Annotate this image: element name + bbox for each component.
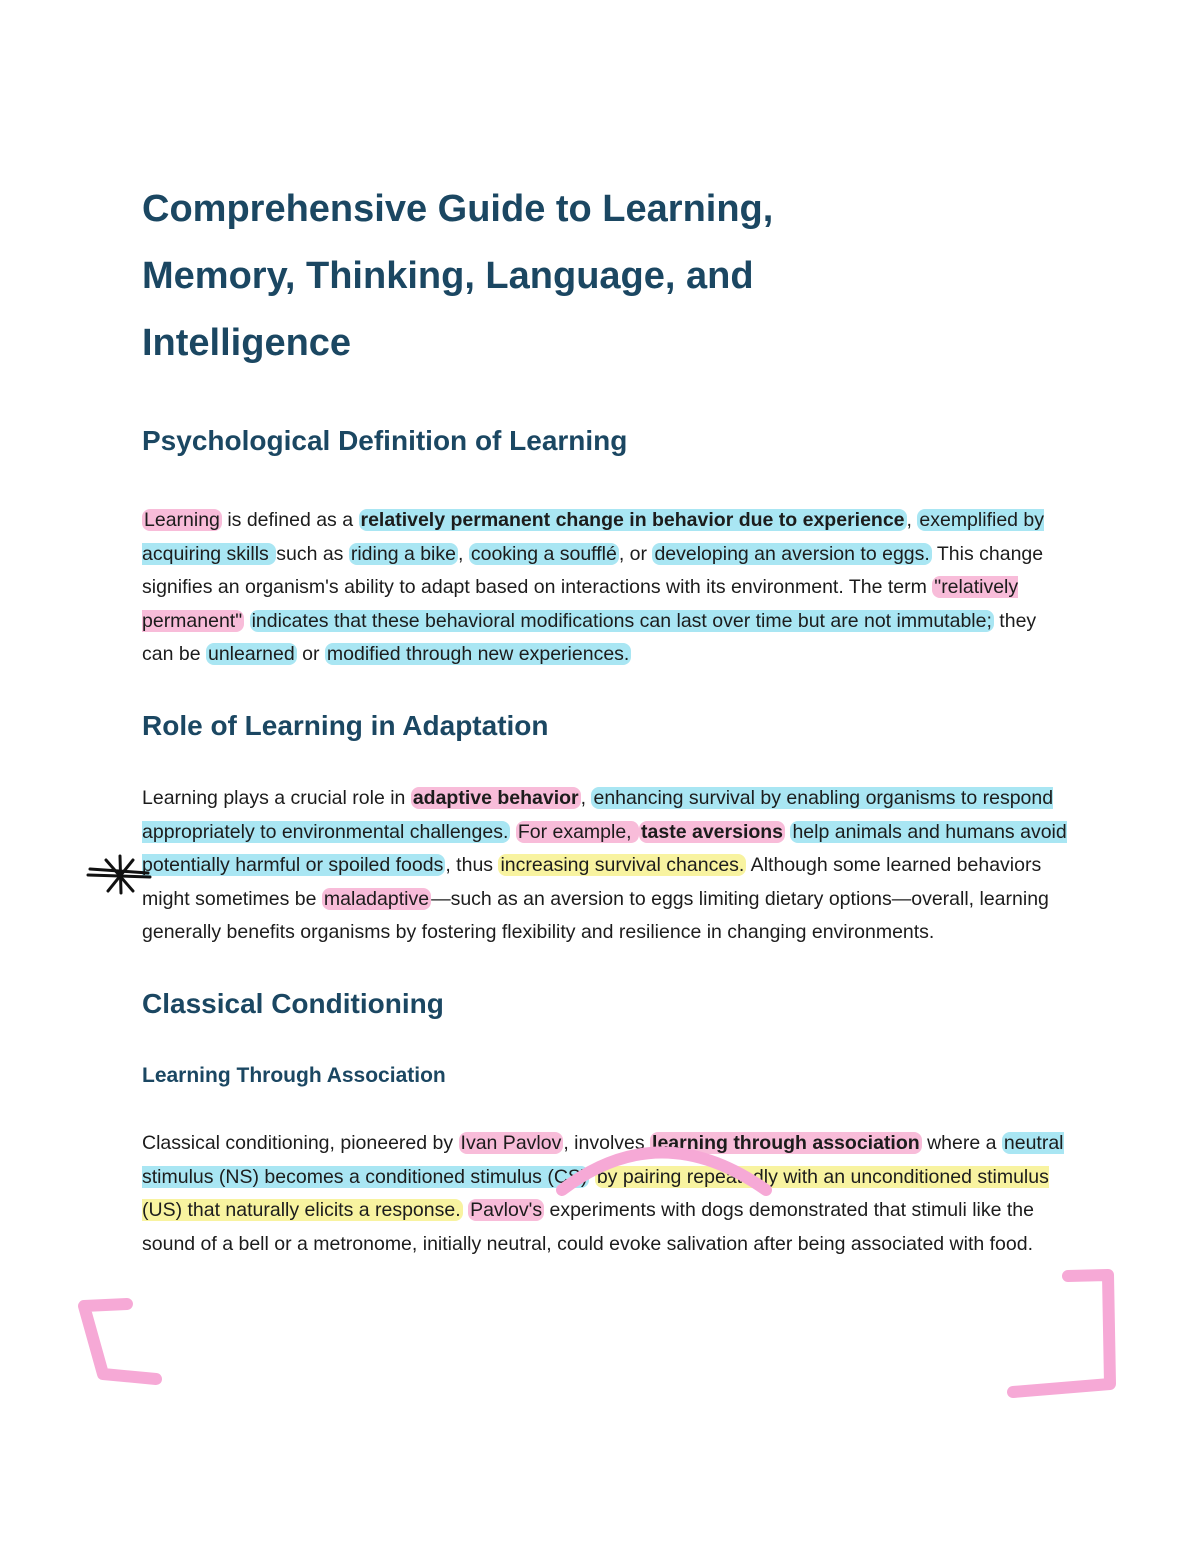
paragraph-adaptation <box>142 782 1072 950</box>
pink-right-bracket-icon <box>1013 1275 1110 1392</box>
paragraph-classical <box>142 1127 1072 1261</box>
paragraph-definition <box>142 504 1072 672</box>
highlight: enhancing survival by enabling organisms to respond appropriately to environmental challenges. <box>142 786 1054 843</box>
text: is defined as a <box>221 509 359 531</box>
highlight <box>411 787 581 809</box>
bold-text: learning through association <box>652 1131 920 1154</box>
text: , thus <box>445 854 499 877</box>
text: where a <box>921 1131 1002 1154</box>
heading-classical: Classical Conditioning <box>142 987 444 1019</box>
heading-definition: Psychological Definition of Learning <box>142 425 628 456</box>
document-title: Comprehensive Guide to Learning, Memory, Thinking, Language, and Intelligence <box>142 188 774 364</box>
pink-left-bracket-icon <box>84 1304 156 1379</box>
highlight: exemplified by acquiring skills <box>142 509 1045 565</box>
highlight: For example, <box>517 820 638 843</box>
highlight <box>639 821 785 843</box>
highlight: Pavlov's <box>470 1199 543 1222</box>
highlight: neutral stimulus (NS) becomes a conditioned stimulus (CS) <box>142 1131 1064 1188</box>
bold-text: relatively permanent change in behavior due to experience <box>360 509 905 531</box>
highlight: modified through new experiences. <box>326 643 630 666</box>
text: experiments with dogs demonstrated that stimuli like the sound of a bell or a metronome, initially neutral, could evoke salivation after being associated with food. <box>142 1199 1034 1255</box>
highlight: Ivan Pavlov <box>460 1131 562 1154</box>
highlight: unlearned <box>207 643 295 666</box>
highlight: developing an aversion to eggs. <box>654 542 930 565</box>
text: , or <box>618 542 653 565</box>
text: , <box>580 786 592 809</box>
text <box>510 821 515 843</box>
bold-text: adaptive behavior <box>412 786 579 809</box>
text: This change signifies an organism's ability to adapt based on interactions with its environment. The term <box>142 542 1044 599</box>
highlight: "relatively permanent" <box>142 576 1019 632</box>
text: or <box>296 643 325 666</box>
text: , <box>458 542 469 565</box>
text: Although some learned behaviors might sometimes be <box>142 854 1042 910</box>
highlight: maladaptive <box>323 887 430 910</box>
text: —such as an aversion to eggs limiting dietary options—overall, learning generally benefits organisms by fostering flexibility and resilience in changing environments. <box>142 887 1049 944</box>
text <box>244 610 249 632</box>
highlight: riding a bike <box>350 542 456 565</box>
highlight: by pairing repeatedly with an unconditioned stimulus (US) that naturally elicits a response. <box>142 1165 1049 1222</box>
text: such as <box>276 542 349 565</box>
bold-text: taste aversions <box>641 820 784 843</box>
highlight <box>359 509 907 531</box>
highlight <box>650 1132 922 1154</box>
highlight: help animals and humans avoid potentially harmful or spoiled foods <box>142 820 1067 877</box>
text <box>589 1166 594 1188</box>
highlight: increasing survival chances. <box>500 854 745 877</box>
heading-adaptation: Role of Learning in Adaptation <box>142 709 549 741</box>
asterisk-mark-icon <box>88 856 150 893</box>
text: they can be <box>142 609 1037 666</box>
highlight: Learning <box>144 509 220 531</box>
text: Classical conditioning, pioneered by <box>142 1131 459 1154</box>
text: Learning plays a crucial role in <box>142 786 411 809</box>
highlight: cooking a soufflé <box>470 542 617 565</box>
subheading-association: Learning Through Association <box>142 1063 446 1087</box>
highlight: indicates that these behavioral modifications can last over time but are not immutable; <box>251 609 992 632</box>
text: , involves <box>563 1131 651 1154</box>
document-page <box>142 176 1072 1261</box>
text: , <box>906 509 918 531</box>
